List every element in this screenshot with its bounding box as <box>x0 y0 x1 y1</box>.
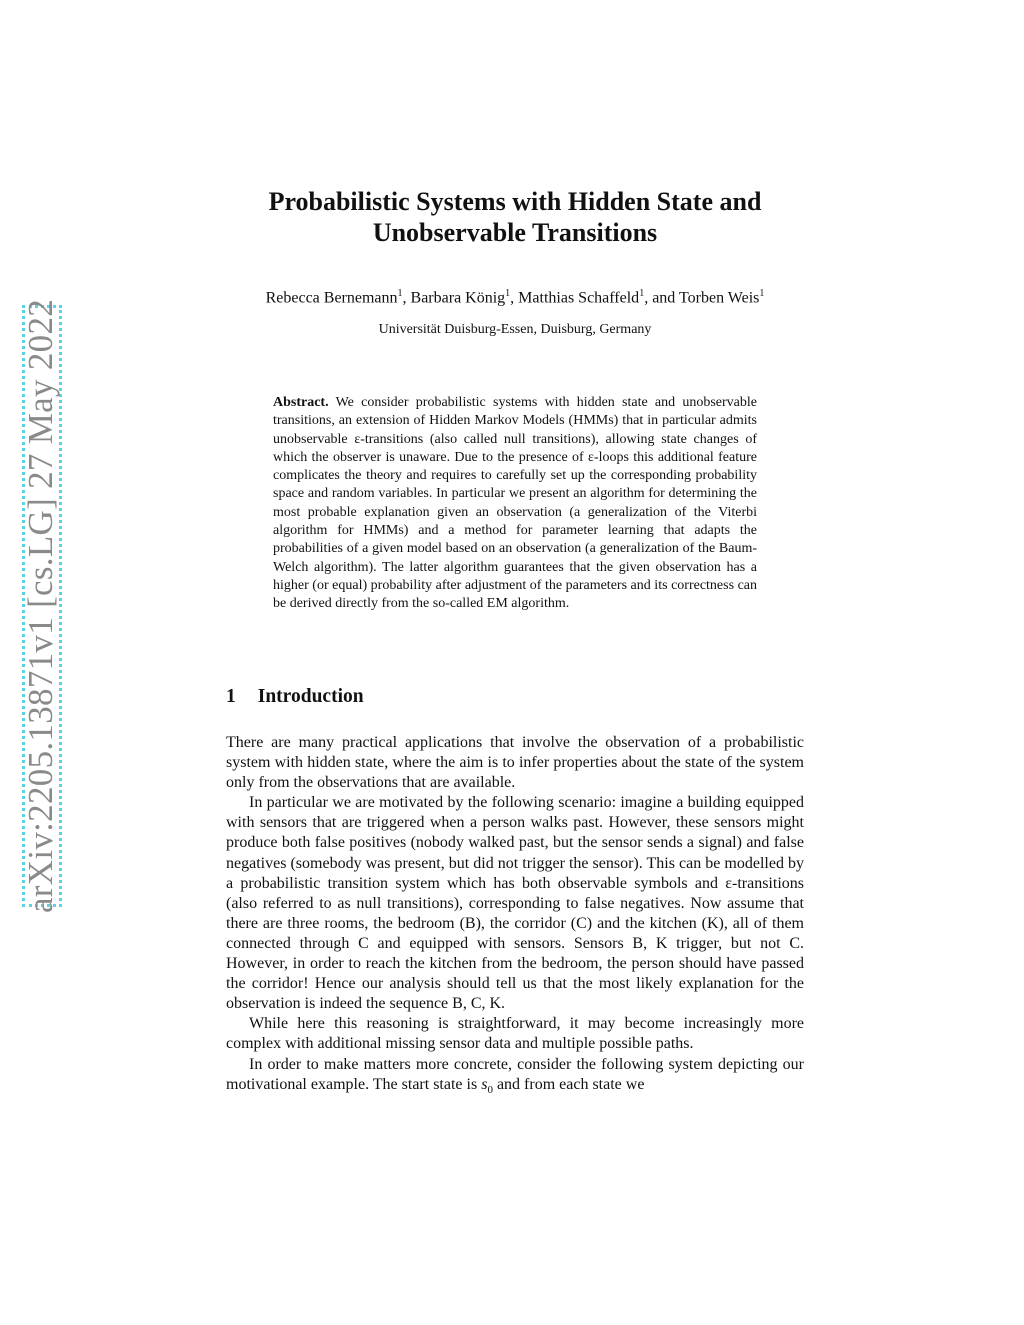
author-affil-mark: 1 <box>759 288 765 299</box>
math-variable <box>481 1075 493 1096</box>
title-line-2: Unobservable Transitions <box>372 218 658 247</box>
paper-title <box>190 186 840 248</box>
author-name: Matthias Schaffeld <box>518 289 640 307</box>
paragraph-text: In order to make matters more concrete, consider the following system depicting our motivational example. The start state is <box>226 1055 804 1093</box>
paragraph: While here this reasoning is straightforward, it may become increasingly more complex with additional missing sensor data and multiple possible paths. <box>226 1015 804 1053</box>
author-separator: , <box>510 289 519 307</box>
title-line-1: Probabilistic Systems with Hidden State and <box>268 187 762 216</box>
section-title: Introduction <box>257 686 364 707</box>
paragraph: There are many practical applications that involve the observation of a probabilistic system with hidden state, where the aim is to infer properties about the state of the system only from the observations that are available. <box>226 734 804 792</box>
author-affil-mark: 1 <box>505 288 511 299</box>
math-variable-symbol: s <box>481 1075 488 1093</box>
author-affil-mark: 1 <box>639 288 645 299</box>
section-heading <box>226 686 364 708</box>
section-number: 1 <box>226 686 236 707</box>
author-separator: , <box>402 289 411 307</box>
author-name: Rebecca Bernemann <box>265 289 398 307</box>
math-subscript: 0 <box>487 1083 493 1096</box>
paragraph <box>226 1055 804 1100</box>
paragraph-text: and from each state we <box>492 1075 645 1093</box>
author-name: Torben Weis <box>679 289 760 307</box>
abstract-label: Abstract. <box>273 395 329 410</box>
paragraph: In particular we are motivated by the following scenario: imagine a building equipped with sensors that are triggered when a person walks past. However, these sensors might produce both false positives (nobody walked past, but the sensor sends a signal) and false negatives (somebody was present, but did not trigger the sensor). This can be modelled by a probabilistic transition system which has both observable symbols and ε-transitions (also referred to as null transitions), corresponding to false negatives. Now assume that there are three rooms, the bedroom (B), the corridor (C) and the kitchen (K), all of them connected through C and equipped with sensors. Sensors B, K trigger, but not C. However, in order to reach the kitchen from the bedroom, the person should have passed the corridor! Hence our analysis should tell us that the most likely explanation for the observation is indeed the sequence B, C, K. <box>226 794 804 1013</box>
abstract-text: We consider probabilistic systems with hidden state and unobservable transitions, an extension of Hidden Markov Models (HMMs) that in particular admits unobservable ε-transitions (also called null transitions), allowing state changes of which the observer is unaware. Due to the presence of ε-loops this additional feature complicates the theory and requires to carefully set up the corresponding probability space and random variables. In particular we present an algorithm for determining the most probable explanation given an observation (a generalization of the Viterbi algorithm for HMMs) and a method for parameter learning that adapts the probabilities of a given model based on an observation (a generalization of the Baum-Welch algorithm). The latter algorithm guarantees that the given observation has a higher (or equal) probability after adjustment of the parameters and its correctness can be derived directly from the so-called EM algorithm. <box>273 395 758 612</box>
affiliation: Universität Duisburg-Essen, Duisburg, Germany <box>378 322 652 337</box>
body-text <box>226 733 804 1100</box>
abstract <box>273 394 757 614</box>
author-list <box>170 284 860 308</box>
arxiv-identifier: arXiv:2205.13871v1 [cs.LG] 27 May 2022 <box>21 298 60 914</box>
author-separator: , and <box>644 289 679 307</box>
author-affil-mark: 1 <box>397 288 403 299</box>
author-name: Barbara König <box>410 289 506 307</box>
